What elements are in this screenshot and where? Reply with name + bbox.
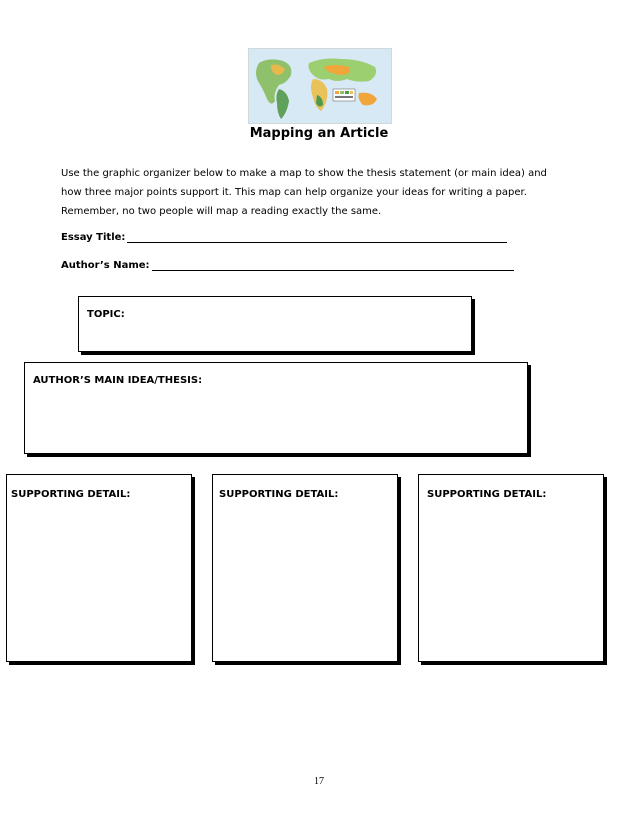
supporting-detail-box-1[interactable] bbox=[6, 474, 192, 662]
main-idea-box[interactable] bbox=[24, 362, 528, 454]
essay-title-field[interactable] bbox=[61, 230, 507, 243]
instructions-paragraph bbox=[61, 164, 571, 221]
essay-title-label: Essay Title: bbox=[61, 232, 126, 243]
supporting-detail-label: SUPPORTING DETAIL: bbox=[427, 489, 547, 500]
supporting-detail-label: SUPPORTING DETAIL: bbox=[219, 489, 339, 500]
supporting-detail-box-2[interactable] bbox=[212, 474, 398, 662]
main-idea-label: AUTHOR’S MAIN IDEA/THESIS: bbox=[33, 375, 203, 386]
title-text: Mapping an Article bbox=[249, 126, 389, 141]
author-name-line[interactable] bbox=[152, 258, 514, 271]
author-name-label: Author’s Name: bbox=[61, 260, 150, 271]
topic-box[interactable] bbox=[78, 296, 472, 352]
instructions-line: Remember, no two people will map a reading exactly the same. bbox=[61, 206, 382, 217]
world-climate-map-image bbox=[248, 48, 392, 124]
instructions-line: how three major points support it. This map can help organize your ideas for writing a paper. bbox=[61, 187, 527, 198]
page-number: 17 bbox=[314, 776, 324, 787]
instructions-line: Use the graphic organizer below to make a map to show the thesis statement (or main idea) and bbox=[61, 168, 547, 179]
author-name-field[interactable] bbox=[61, 258, 514, 271]
supporting-detail-label: SUPPORTING DETAIL: bbox=[11, 489, 131, 500]
supporting-detail-box-3[interactable] bbox=[418, 474, 604, 662]
essay-title-line[interactable] bbox=[127, 230, 507, 243]
world-map-icon bbox=[249, 49, 391, 123]
page-title bbox=[0, 126, 638, 141]
topic-label: TOPIC: bbox=[87, 309, 125, 320]
